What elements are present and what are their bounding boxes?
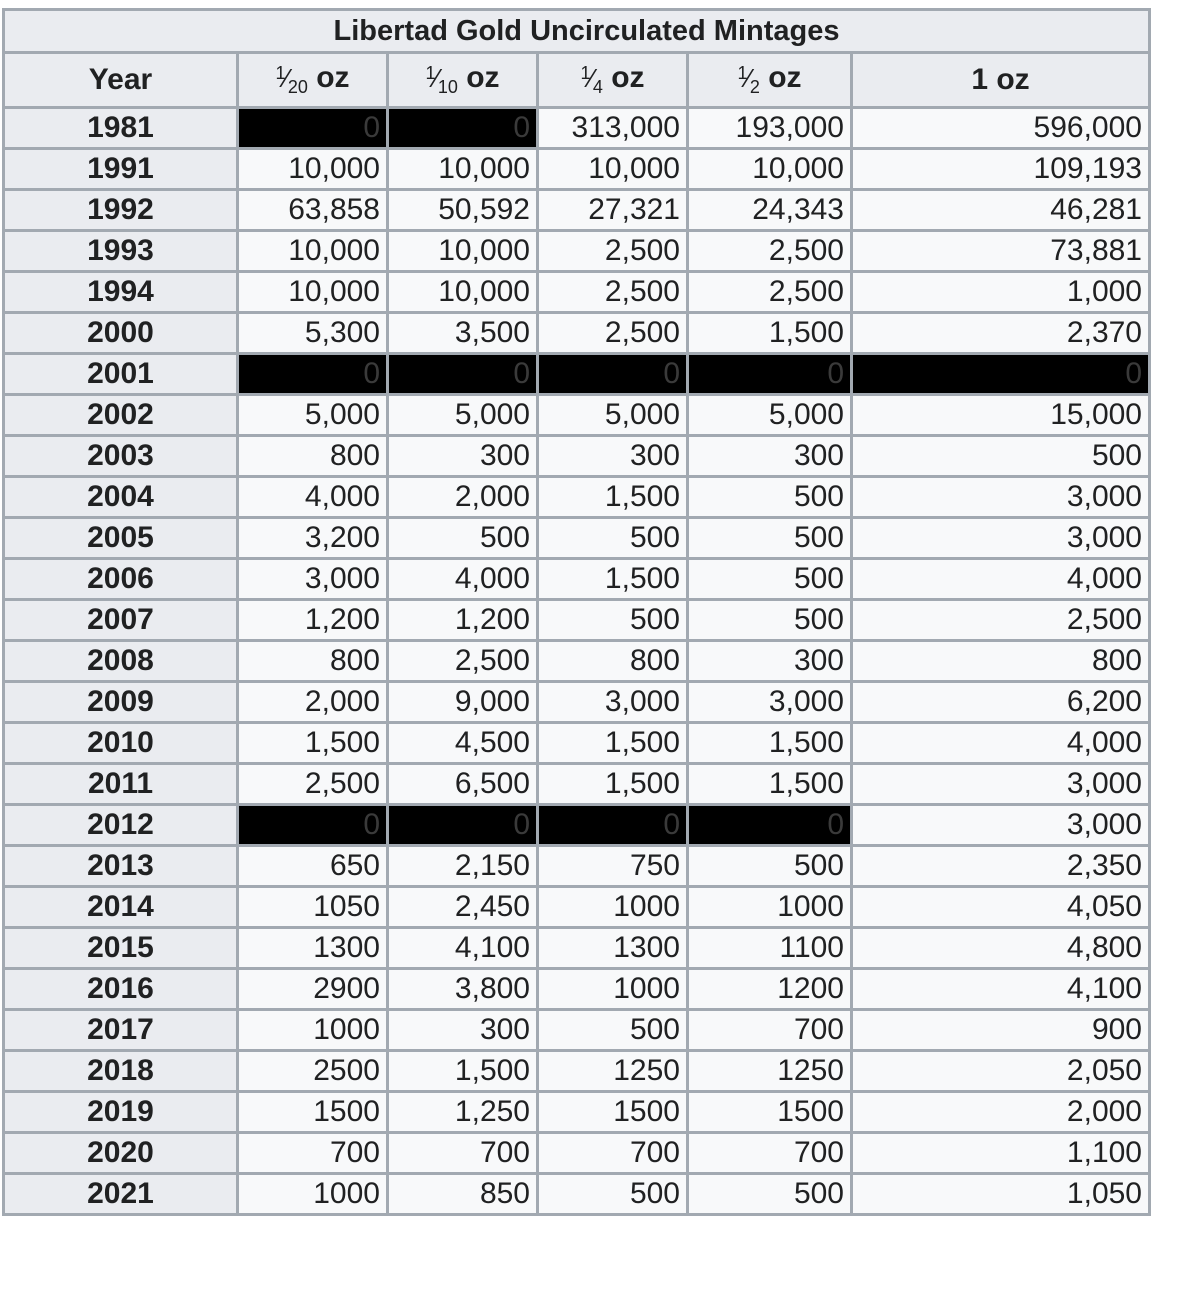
mintage-cell-tenth-oz: 50,592: [388, 190, 538, 231]
mintage-cell-tenth-oz: 5,000: [388, 395, 538, 436]
mintage-cell-one-oz: 4,800: [852, 928, 1150, 969]
table-body: [4, 108, 1150, 1215]
mintage-cell-tenth-oz: 300: [388, 1010, 538, 1051]
mintage-cell-tenth-oz: 300: [388, 436, 538, 477]
mintage-cell-half-oz: 500: [688, 600, 852, 641]
table-row: [4, 395, 1150, 436]
table-row: [4, 313, 1150, 354]
column-header-one-oz: 1 oz: [852, 53, 1150, 108]
mintage-cell-quarter-oz: 0: [538, 354, 688, 395]
mintage-cell-twentieth-oz: 650: [238, 846, 388, 887]
table-row: [4, 436, 1150, 477]
mintage-cell-twentieth-oz: 2500: [238, 1051, 388, 1092]
year-cell: 2006: [4, 559, 238, 600]
mintage-cell-one-oz: 1,100: [852, 1133, 1150, 1174]
mintage-cell-half-oz: 300: [688, 436, 852, 477]
table-row: [4, 1133, 1150, 1174]
year-cell: 1993: [4, 231, 238, 272]
mintage-cell-half-oz: 2,500: [688, 272, 852, 313]
mintage-cell-twentieth-oz: 1300: [238, 928, 388, 969]
year-cell: 2009: [4, 682, 238, 723]
table-title-cell: [4, 10, 1150, 53]
mintage-cell-quarter-oz: 500: [538, 600, 688, 641]
mintage-cell-twentieth-oz: 1000: [238, 1010, 388, 1051]
mintage-cell-quarter-oz: 800: [538, 641, 688, 682]
table-row: [4, 928, 1150, 969]
mintage-cell-tenth-oz: 0: [388, 805, 538, 846]
mintage-cell-quarter-oz: 2,500: [538, 231, 688, 272]
mintage-cell-one-oz: 1,000: [852, 272, 1150, 313]
mintage-cell-quarter-oz: 1500: [538, 1092, 688, 1133]
year-cell: 2000: [4, 313, 238, 354]
year-cell: 2017: [4, 1010, 238, 1051]
mintage-cell-quarter-oz: 1000: [538, 969, 688, 1010]
mintage-cell-tenth-oz: 1,500: [388, 1051, 538, 1092]
table-row: [4, 805, 1150, 846]
mintage-cell-quarter-oz: 500: [538, 1174, 688, 1215]
mintage-cell-tenth-oz: 2,450: [388, 887, 538, 928]
mintage-cell-twentieth-oz: 1,500: [238, 723, 388, 764]
table-row: [4, 231, 1150, 272]
mintage-cell-tenth-oz: 4,500: [388, 723, 538, 764]
title-row: [4, 10, 1150, 53]
table-row: [4, 1010, 1150, 1051]
mintage-cell-half-oz: 10,000: [688, 149, 852, 190]
table-row: [4, 354, 1150, 395]
mintage-cell-half-oz: 1000: [688, 887, 852, 928]
header-row: [4, 53, 1150, 108]
mintage-cell-quarter-oz: 2,500: [538, 313, 688, 354]
table-row: [4, 559, 1150, 600]
mintage-cell-half-oz: 193,000: [688, 108, 852, 149]
mintage-cell-twentieth-oz: 5,300: [238, 313, 388, 354]
year-cell: 2016: [4, 969, 238, 1010]
mintage-cell-half-oz: 700: [688, 1133, 852, 1174]
mintage-cell-twentieth-oz: 1,200: [238, 600, 388, 641]
mintage-cell-twentieth-oz: 2,500: [238, 764, 388, 805]
mintage-cell-half-oz: 500: [688, 846, 852, 887]
mintage-cell-twentieth-oz: 1050: [238, 887, 388, 928]
mintage-cell-twentieth-oz: 2900: [238, 969, 388, 1010]
table-row: [4, 518, 1150, 559]
table-row: [4, 887, 1150, 928]
mintage-cell-tenth-oz: 6,500: [388, 764, 538, 805]
mintage-cell-one-oz: 2,500: [852, 600, 1150, 641]
table-title: Libertad Gold Uncirculated Mintages: [333, 15, 840, 47]
column-header-half-oz: $^1⁄_2$ oz: [688, 53, 852, 108]
mintage-cell-tenth-oz: 500: [388, 518, 538, 559]
mintage-cell-tenth-oz: 10,000: [388, 272, 538, 313]
mintage-cell-one-oz: 46,281: [852, 190, 1150, 231]
mintage-cell-twentieth-oz: 0: [238, 805, 388, 846]
mintage-cell-quarter-oz: 1250: [538, 1051, 688, 1092]
mintage-cell-twentieth-oz: 5,000: [238, 395, 388, 436]
mintage-cell-quarter-oz: 1,500: [538, 559, 688, 600]
mintage-cell-one-oz: 15,000: [852, 395, 1150, 436]
mintage-cell-one-oz: 1,050: [852, 1174, 1150, 1215]
mintage-cell-half-oz: 1500: [688, 1092, 852, 1133]
year-cell: 2021: [4, 1174, 238, 1215]
table-row: [4, 641, 1150, 682]
fraction-half: $^1⁄_2$: [737, 63, 760, 97]
year-cell: 2003: [4, 436, 238, 477]
mintage-cell-one-oz: 3,000: [852, 518, 1150, 559]
mintage-cell-half-oz: 500: [688, 518, 852, 559]
mintage-cell-one-oz: 900: [852, 1010, 1150, 1051]
mintage-cell-one-oz: 3,000: [852, 477, 1150, 518]
mintage-cell-twentieth-oz: 4,000: [238, 477, 388, 518]
year-cell: 1991: [4, 149, 238, 190]
mintage-cell-twentieth-oz: 700: [238, 1133, 388, 1174]
column-header-tenth-oz: $^1⁄_{10}$ oz: [388, 53, 538, 108]
mintage-cell-one-oz: 4,050: [852, 887, 1150, 928]
mintage-cell-half-oz: 1,500: [688, 313, 852, 354]
mintage-cell-half-oz: 0: [688, 805, 852, 846]
mintage-cell-tenth-oz: 10,000: [388, 149, 538, 190]
mintage-cell-quarter-oz: 1,500: [538, 764, 688, 805]
mintage-cell-tenth-oz: 700: [388, 1133, 538, 1174]
mintage-cell-one-oz: 3,000: [852, 764, 1150, 805]
table-row: [4, 108, 1150, 149]
mintage-cell-twentieth-oz: 0: [238, 108, 388, 149]
mintage-cell-twentieth-oz: 800: [238, 436, 388, 477]
mintage-cell-twentieth-oz: 10,000: [238, 272, 388, 313]
mintage-cell-one-oz: 3,000: [852, 805, 1150, 846]
column-header-quarter-oz: $^1⁄_4$ oz: [538, 53, 688, 108]
mintage-cell-twentieth-oz: 10,000: [238, 149, 388, 190]
table-row: [4, 764, 1150, 805]
mintage-cell-one-oz: 6,200: [852, 682, 1150, 723]
mintage-cell-twentieth-oz: 2,000: [238, 682, 388, 723]
mintage-cell-one-oz: 2,350: [852, 846, 1150, 887]
year-cell: 1994: [4, 272, 238, 313]
year-cell: 2005: [4, 518, 238, 559]
year-cell: 2004: [4, 477, 238, 518]
table-row: [4, 969, 1150, 1010]
mintage-cell-quarter-oz: 1300: [538, 928, 688, 969]
table-row: [4, 272, 1150, 313]
mintage-cell-half-oz: 1250: [688, 1051, 852, 1092]
mintage-cell-tenth-oz: 2,000: [388, 477, 538, 518]
mintage-cell-half-oz: 700: [688, 1010, 852, 1051]
mintage-cell-twentieth-oz: 63,858: [238, 190, 388, 231]
year-cell: 2018: [4, 1051, 238, 1092]
mintage-cell-tenth-oz: 0: [388, 108, 538, 149]
mintage-cell-half-oz: 24,343: [688, 190, 852, 231]
mintage-cell-twentieth-oz: 10,000: [238, 231, 388, 272]
table-row: [4, 723, 1150, 764]
table-row: [4, 600, 1150, 641]
mintage-cell-tenth-oz: 1,250: [388, 1092, 538, 1133]
mintage-cell-one-oz: 2,000: [852, 1092, 1150, 1133]
mintage-cell-twentieth-oz: 0: [238, 354, 388, 395]
mintage-cell-quarter-oz: 5,000: [538, 395, 688, 436]
mintage-cell-half-oz: 300: [688, 641, 852, 682]
table-row: [4, 1051, 1150, 1092]
mintage-cell-half-oz: 1,500: [688, 764, 852, 805]
table-row: [4, 1174, 1150, 1215]
mintage-cell-half-oz: 500: [688, 559, 852, 600]
mintage-cell-twentieth-oz: 800: [238, 641, 388, 682]
table-row: [4, 190, 1150, 231]
mintage-cell-one-oz: 109,193: [852, 149, 1150, 190]
year-cell: 2020: [4, 1133, 238, 1174]
mintage-cell-tenth-oz: 0: [388, 354, 538, 395]
mintage-cell-one-oz: 500: [852, 436, 1150, 477]
mintage-cell-tenth-oz: 2,500: [388, 641, 538, 682]
mintage-cell-half-oz: 1100: [688, 928, 852, 969]
year-cell: 2001: [4, 354, 238, 395]
mintage-cell-half-oz: 5,000: [688, 395, 852, 436]
year-cell: 1981: [4, 108, 238, 149]
mintage-cell-quarter-oz: 3,000: [538, 682, 688, 723]
mintage-cell-quarter-oz: 1000: [538, 887, 688, 928]
year-cell: 2010: [4, 723, 238, 764]
column-header-year: Year: [4, 53, 238, 108]
mintage-cell-twentieth-oz: 3,200: [238, 518, 388, 559]
mintage-cell-quarter-oz: 1,500: [538, 723, 688, 764]
mintage-cell-half-oz: 500: [688, 477, 852, 518]
mintage-cell-quarter-oz: 300: [538, 436, 688, 477]
mintage-cell-twentieth-oz: 3,000: [238, 559, 388, 600]
year-cell: 2008: [4, 641, 238, 682]
mintage-cell-tenth-oz: 2,150: [388, 846, 538, 887]
mintage-cell-twentieth-oz: 1500: [238, 1092, 388, 1133]
year-cell: 2019: [4, 1092, 238, 1133]
table-row: [4, 1092, 1150, 1133]
mintage-cell-tenth-oz: 3,800: [388, 969, 538, 1010]
mintage-cell-one-oz: 800: [852, 641, 1150, 682]
year-cell: 2013: [4, 846, 238, 887]
mintage-cell-one-oz: 2,050: [852, 1051, 1150, 1092]
mintage-cell-quarter-oz: 700: [538, 1133, 688, 1174]
mintage-cell-one-oz: 4,000: [852, 723, 1150, 764]
year-cell: 2014: [4, 887, 238, 928]
mintage-cell-quarter-oz: 1,500: [538, 477, 688, 518]
mintage-cell-tenth-oz: 4,000: [388, 559, 538, 600]
mintage-cell-tenth-oz: 10,000: [388, 231, 538, 272]
mintage-cell-half-oz: 1200: [688, 969, 852, 1010]
mintage-cell-half-oz: 3,000: [688, 682, 852, 723]
mintage-cell-tenth-oz: 850: [388, 1174, 538, 1215]
mintage-cell-tenth-oz: 3,500: [388, 313, 538, 354]
mintage-cell-tenth-oz: 1,200: [388, 600, 538, 641]
mintage-cell-tenth-oz: 4,100: [388, 928, 538, 969]
mintage-cell-quarter-oz: 10,000: [538, 149, 688, 190]
mintage-cell-quarter-oz: 0: [538, 805, 688, 846]
mintage-cell-one-oz: 0: [852, 354, 1150, 395]
mintage-cell-quarter-oz: 500: [538, 1010, 688, 1051]
mintage-cell-one-oz: 73,881: [852, 231, 1150, 272]
mintage-cell-half-oz: 2,500: [688, 231, 852, 272]
mintage-cell-quarter-oz: 2,500: [538, 272, 688, 313]
year-cell: 2007: [4, 600, 238, 641]
mintage-cell-one-oz: 2,370: [852, 313, 1150, 354]
year-cell: 2012: [4, 805, 238, 846]
year-cell: 2002: [4, 395, 238, 436]
table-row: [4, 846, 1150, 887]
fraction-twentieth: $^1⁄_{20}$: [275, 63, 308, 97]
mintage-cell-quarter-oz: 313,000: [538, 108, 688, 149]
fraction-tenth: $^1⁄_{10}$: [425, 63, 458, 97]
mintage-cell-quarter-oz: 27,321: [538, 190, 688, 231]
mintage-cell-one-oz: 596,000: [852, 108, 1150, 149]
mintage-cell-tenth-oz: 9,000: [388, 682, 538, 723]
mintage-table: [2, 8, 1151, 1216]
mintage-cell-twentieth-oz: 1000: [238, 1174, 388, 1215]
fraction-quarter: $^1⁄_4$: [580, 63, 603, 97]
mintage-cell-half-oz: 500: [688, 1174, 852, 1215]
mintage-cell-quarter-oz: 500: [538, 518, 688, 559]
table-row: [4, 682, 1150, 723]
year-cell: 2011: [4, 764, 238, 805]
table-row: [4, 149, 1150, 190]
mintage-cell-one-oz: 4,000: [852, 559, 1150, 600]
table-row: [4, 477, 1150, 518]
column-header-twentieth-oz: $^1⁄_{20}$ oz: [238, 53, 388, 108]
mintage-cell-half-oz: 1,500: [688, 723, 852, 764]
year-cell: 2015: [4, 928, 238, 969]
mintage-cell-half-oz: 0: [688, 354, 852, 395]
year-cell: 1992: [4, 190, 238, 231]
mintage-cell-quarter-oz: 750: [538, 846, 688, 887]
mintage-cell-one-oz: 4,100: [852, 969, 1150, 1010]
